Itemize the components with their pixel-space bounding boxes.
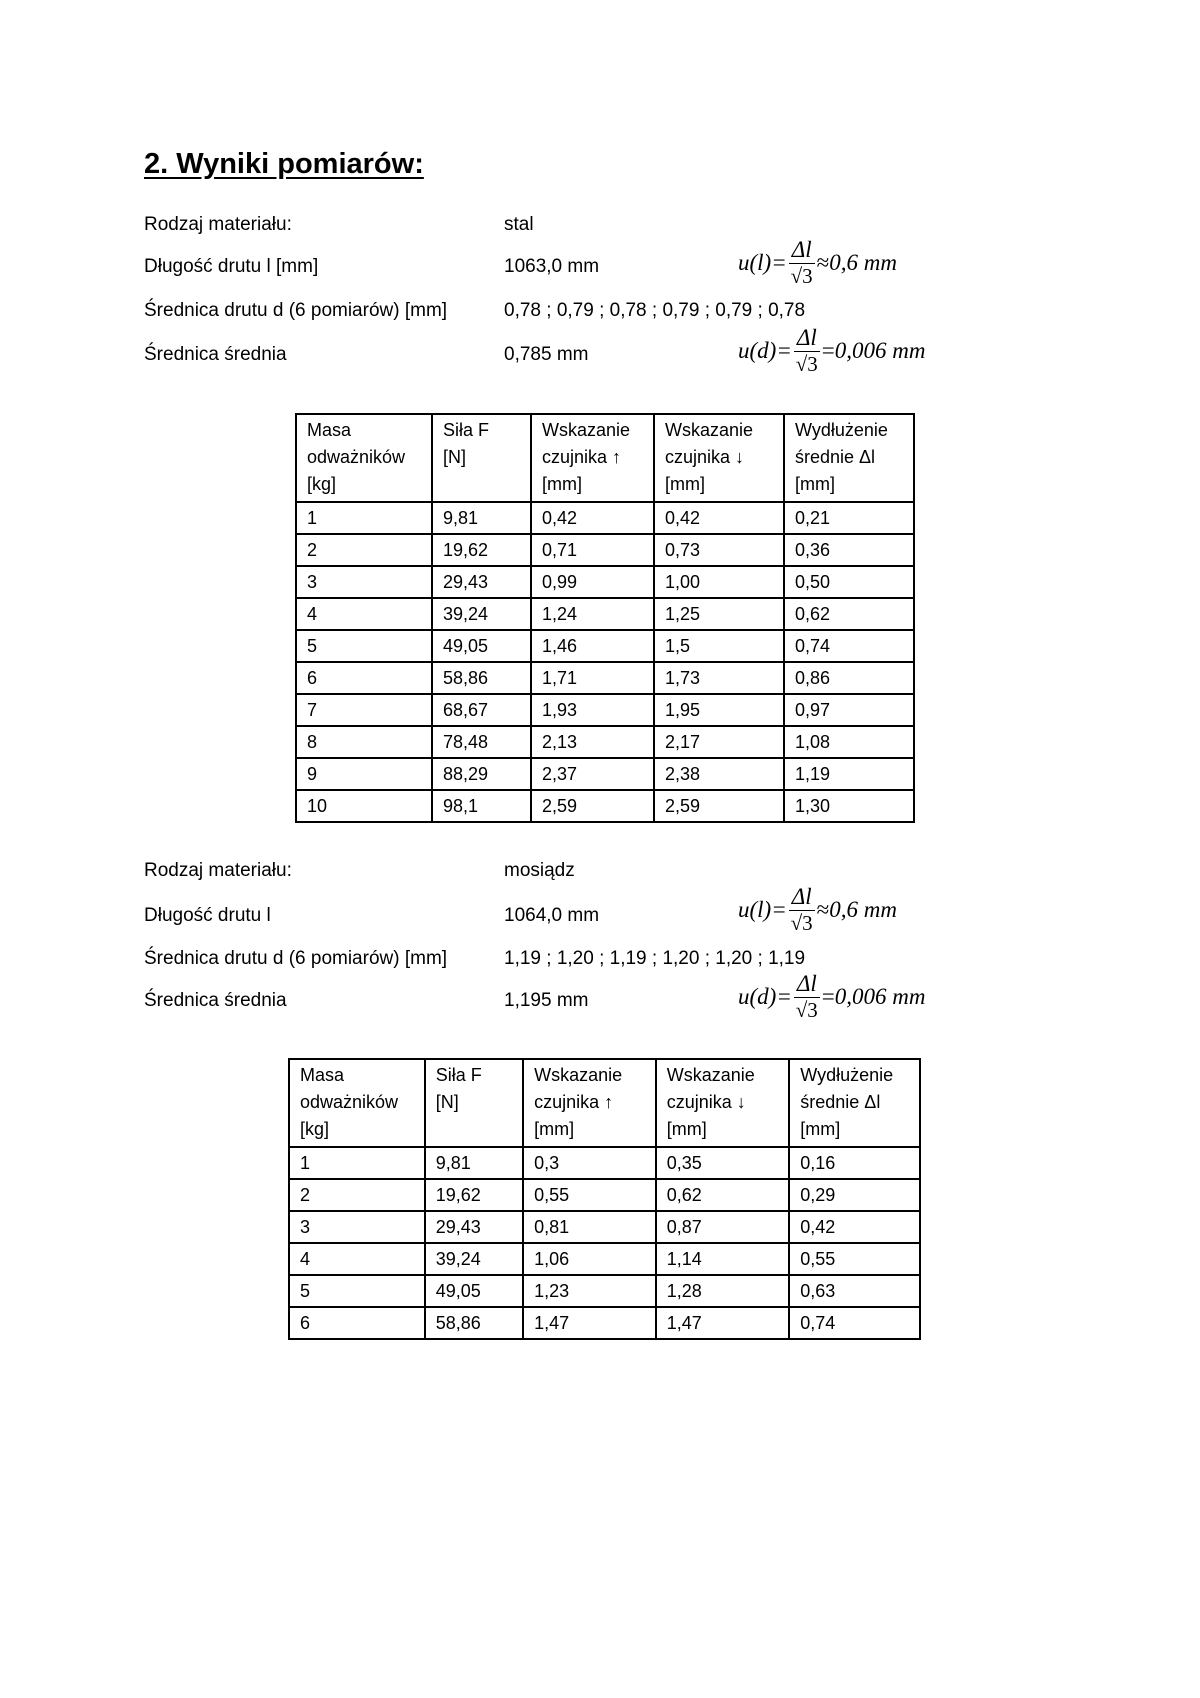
table-cell: 68,67 [432, 694, 531, 726]
mean-diameter-value: 0,785 mm [504, 344, 589, 365]
formula-denominator: √3 [790, 264, 813, 288]
column-header [296, 414, 432, 502]
table-cell: 0,3 [523, 1147, 656, 1179]
table-cell: 1,25 [654, 598, 784, 630]
material-label: Rodzaj materiału: [144, 860, 292, 881]
table-cell: 3 [296, 566, 432, 598]
column-header-line: czujnika ↑ [534, 1092, 614, 1112]
column-header-line: Wskazanie [542, 420, 631, 440]
diameter-label: Średnica drutu d (6 pomiarów) [mm] [144, 948, 448, 969]
table-cell: 78,48 [432, 726, 531, 758]
table-cell: 1,71 [531, 662, 654, 694]
table-cell: 2,13 [531, 726, 654, 758]
formula-denominator: √3 [795, 998, 818, 1022]
column-header-line: Siła F [435, 1065, 482, 1085]
table-cell: 0,42 [789, 1211, 920, 1243]
formula-numerator: Δl [789, 885, 815, 911]
column-header-line: Siła F [443, 420, 490, 440]
length-value: 1064,0 mm [504, 905, 600, 926]
column-header-line: [mm] [795, 474, 835, 494]
table-row [296, 790, 914, 822]
table-cell: 4 [289, 1243, 425, 1275]
table-row [296, 566, 914, 598]
formula-fraction [789, 885, 815, 934]
column-header-line: [mm] [800, 1119, 841, 1139]
page-title: 2. Wyniki pomiarów: [144, 148, 424, 180]
formula-lhs: u(d)= [738, 337, 792, 363]
table-cell: 8 [296, 726, 432, 758]
mean-diameter-label: Średnica średnia [144, 990, 287, 1011]
column-header [289, 1059, 425, 1147]
column-header-line: [mm] [534, 1119, 575, 1139]
table-cell: 1,23 [523, 1275, 656, 1307]
column-header-line: [kg] [300, 1119, 330, 1139]
diameter-label: Średnica drutu d (6 pomiarów) [mm] [144, 300, 448, 321]
column-header [531, 414, 654, 502]
table-cell: 1 [289, 1147, 425, 1179]
table-cell: 58,86 [432, 662, 531, 694]
table-cell: 2,59 [531, 790, 654, 822]
table-cell: 1 [296, 502, 432, 534]
table-cell: 1,00 [654, 566, 784, 598]
column-header-line: Wskazanie [666, 1065, 755, 1085]
formula-fraction [794, 972, 820, 1021]
column-header-line: czujnika ↑ [542, 447, 622, 467]
formula-lhs: u(d)= [738, 983, 792, 1009]
table-cell: 1,08 [784, 726, 914, 758]
table-row [296, 502, 914, 534]
column-header-line: Wydłużenie [795, 420, 888, 440]
table-cell: 6 [296, 662, 432, 694]
table-cell: 0,36 [784, 534, 914, 566]
diameter-values: 1,19 ; 1,20 ; 1,19 ; 1,20 ; 1,20 ; 1,19 [504, 948, 806, 969]
formula-numerator: Δl [794, 972, 820, 998]
formula-lhs: u(l)= [738, 896, 787, 922]
table-cell: 0,29 [789, 1179, 920, 1211]
uncertainty-length-formula [738, 238, 897, 287]
table-row [289, 1147, 920, 1179]
table-cell: 1,30 [784, 790, 914, 822]
material-label: Rodzaj materiału: [144, 214, 292, 235]
table-cell: 1,24 [531, 598, 654, 630]
table-cell: 2,59 [654, 790, 784, 822]
table-cell: 0,86 [784, 662, 914, 694]
table-cell: 0,50 [784, 566, 914, 598]
table-cell: 5 [289, 1275, 425, 1307]
formula-numerator: Δl [794, 326, 820, 352]
table-row [289, 1307, 920, 1339]
material-value: stal [504, 214, 534, 235]
formula-relation: = [821, 337, 835, 363]
table-cell: 1,28 [656, 1275, 790, 1307]
column-header-line: czujnika ↓ [666, 1092, 746, 1112]
column-header-line: odważników [300, 1092, 399, 1112]
table-cell: 49,05 [425, 1275, 523, 1307]
table-cell: 9,81 [432, 502, 531, 534]
table-cell: 0,62 [784, 598, 914, 630]
table-cell: 0,55 [523, 1179, 656, 1211]
formula-result: 0,006 mm [834, 337, 926, 363]
table-cell: 0,21 [784, 502, 914, 534]
table-cell: 19,62 [425, 1179, 523, 1211]
formula-relation: ≈ [816, 896, 830, 922]
column-header-line: czujnika ↓ [665, 447, 745, 467]
mean-diameter-label: Średnica średnia [144, 344, 287, 365]
length-label: Długość drutu l [mm] [144, 256, 319, 277]
uncertainty-diameter-formula [738, 326, 925, 375]
uncertainty-length-formula [738, 885, 897, 934]
table-cell: 0,74 [789, 1307, 920, 1339]
table-cell: 19,62 [432, 534, 531, 566]
column-header [432, 414, 531, 502]
table-cell: 1,06 [523, 1243, 656, 1275]
column-header-line: [N] [443, 447, 467, 467]
table-cell: 0,81 [523, 1211, 656, 1243]
formula-fraction [794, 326, 820, 375]
table-cell: 0,16 [789, 1147, 920, 1179]
length-value: 1063,0 mm [504, 256, 600, 277]
table-cell: 88,29 [432, 758, 531, 790]
formula-lhs: u(l)= [738, 249, 787, 275]
table-cell: 98,1 [432, 790, 531, 822]
table-row [296, 630, 914, 662]
table-cell: 0,35 [656, 1147, 790, 1179]
column-header [656, 1059, 790, 1147]
brass-measurements-table [288, 1058, 921, 1340]
column-header-line: Masa [307, 420, 352, 440]
column-header-line: Wydłużenie [800, 1065, 894, 1085]
table-row [296, 598, 914, 630]
table-cell: 2,17 [654, 726, 784, 758]
table-cell: 1,14 [656, 1243, 790, 1275]
table-cell: 2 [296, 534, 432, 566]
table-cell: 0,97 [784, 694, 914, 726]
material-value: mosiądz [504, 860, 575, 881]
column-header [789, 1059, 920, 1147]
table-cell: 2,38 [654, 758, 784, 790]
column-header-line: średnie Δl [795, 447, 876, 467]
table-cell: 0,74 [784, 630, 914, 662]
table-cell: 0,63 [789, 1275, 920, 1307]
table-row [289, 1211, 920, 1243]
column-header [784, 414, 914, 502]
table-cell: 9,81 [425, 1147, 523, 1179]
column-header [425, 1059, 523, 1147]
table-cell: 49,05 [432, 630, 531, 662]
table-cell: 58,86 [425, 1307, 523, 1339]
table-cell: 1,93 [531, 694, 654, 726]
table-header-row [289, 1059, 920, 1147]
formula-relation: = [821, 983, 835, 1009]
formula-denominator: √3 [790, 911, 813, 935]
table-cell: 1,5 [654, 630, 784, 662]
table-cell: 0,42 [531, 502, 654, 534]
table-row [296, 534, 914, 566]
table-header-row [296, 414, 914, 502]
table-cell: 0,87 [656, 1211, 790, 1243]
formula-relation: ≈ [816, 249, 830, 275]
table-cell: 39,24 [432, 598, 531, 630]
table-row [296, 694, 914, 726]
table-row [296, 726, 914, 758]
table-cell: 1,73 [654, 662, 784, 694]
column-header-line: [mm] [666, 1119, 707, 1139]
formula-numerator: Δl [789, 238, 815, 264]
table-cell: 0,62 [656, 1179, 790, 1211]
table-cell: 0,73 [654, 534, 784, 566]
diameter-values: 0,78 ; 0,79 ; 0,78 ; 0,79 ; 0,79 ; 0,78 [504, 300, 806, 321]
column-header-line: Wskazanie [534, 1065, 623, 1085]
table-cell: 2,37 [531, 758, 654, 790]
column-header-line: średnie Δl [800, 1092, 881, 1112]
uncertainty-diameter-formula [738, 972, 925, 1021]
column-header-line: [N] [435, 1092, 459, 1112]
table-cell: 7 [296, 694, 432, 726]
column-header-line: odważników [307, 447, 406, 467]
table-cell: 39,24 [425, 1243, 523, 1275]
table-row [289, 1179, 920, 1211]
formula-result: 0,006 mm [834, 983, 926, 1009]
column-header-line: Wskazanie [665, 420, 754, 440]
table-cell: 10 [296, 790, 432, 822]
length-label: Długość drutu l [144, 905, 271, 926]
table-cell: 3 [289, 1211, 425, 1243]
column-header-line: Masa [300, 1065, 345, 1085]
table-cell: 5 [296, 630, 432, 662]
table-cell: 4 [296, 598, 432, 630]
table-cell: 2 [289, 1179, 425, 1211]
steel-measurements-table [295, 413, 915, 823]
column-header-line: [kg] [307, 474, 337, 494]
table-cell: 1,95 [654, 694, 784, 726]
mean-diameter-value: 1,195 mm [504, 990, 589, 1011]
table-row [289, 1275, 920, 1307]
table-cell: 1,19 [784, 758, 914, 790]
table-cell: 0,99 [531, 566, 654, 598]
table-cell: 1,46 [531, 630, 654, 662]
column-header-line: [mm] [665, 474, 705, 494]
formula-denominator: √3 [795, 352, 818, 376]
table-cell: 1,47 [656, 1307, 790, 1339]
formula-result: 0,6 mm [829, 249, 897, 275]
column-header-line: [mm] [542, 474, 582, 494]
table-cell: 9 [296, 758, 432, 790]
table-row [289, 1243, 920, 1275]
table-cell: 1,47 [523, 1307, 656, 1339]
table-row [296, 662, 914, 694]
table-cell: 29,43 [425, 1211, 523, 1243]
table-cell: 0,42 [654, 502, 784, 534]
column-header [523, 1059, 656, 1147]
table-cell: 0,55 [789, 1243, 920, 1275]
table-cell: 6 [289, 1307, 425, 1339]
table-cell: 0,71 [531, 534, 654, 566]
formula-fraction [789, 238, 815, 287]
table-cell: 29,43 [432, 566, 531, 598]
formula-result: 0,6 mm [829, 896, 897, 922]
table-row [296, 758, 914, 790]
column-header [654, 414, 784, 502]
